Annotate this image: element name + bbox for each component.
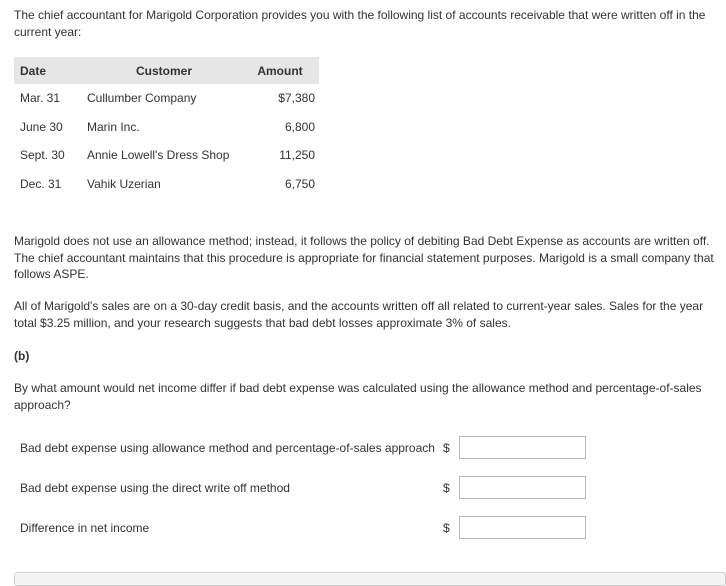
row-customer: Vahik Uzerian (87, 176, 161, 191)
row-amount: $7,380 (278, 91, 315, 106)
customer-header: Customer (87, 57, 241, 84)
net-income-difference-label: Difference in net income (20, 521, 150, 535)
row-date: Sept. 30 (20, 148, 65, 163)
allowance-expense-label: Bad debt expense using allowance method and percentage-of-sales approach (20, 441, 435, 455)
row-amount: 6,750 (284, 176, 315, 191)
row-amount: 6,800 (284, 119, 315, 134)
part-label: (b) (14, 349, 30, 363)
row-customer: Annie Lowell's Dress Shop (87, 148, 230, 163)
direct-writeoff-expense-label: Bad debt expense using the direct write off method (20, 481, 290, 495)
currency-symbol: $ (443, 441, 450, 455)
row-customer: Marin Inc. (87, 119, 140, 134)
row-date: Dec. 31 (20, 176, 62, 191)
row-amount: 11,250 (279, 148, 315, 163)
row-date: Mar. 31 (20, 91, 61, 106)
direct-writeoff-expense-input[interactable] (459, 476, 586, 499)
table-row (14, 141, 319, 170)
table-row (14, 113, 319, 142)
intro-text: The chief accountant for Marigold Corporation provides you with the following list of accounts receivable that were written off in the current year: (14, 8, 706, 39)
currency-symbol: $ (443, 521, 450, 535)
written-off-accounts-table (14, 57, 319, 198)
table-row (14, 170, 319, 199)
sales-info-paragraph: All of Marigold's sales are on a 30-day credit basis, and the accounts written off all related to current-year sales. Sales for the year total $3.25 million, and your research suggests that bad debt losses approximate 3% of sales. (14, 299, 704, 330)
amount-header: Amount (241, 57, 319, 84)
row-date: June 30 (20, 119, 63, 134)
question-text: By what amount would net income differ if bad debt expense was calculated using the allowance method and percentage-of-sales approach? (14, 381, 702, 412)
row-customer: Cullumber Company (87, 91, 197, 106)
allowance-expense-input[interactable] (459, 436, 586, 459)
table-row (14, 84, 319, 113)
net-income-difference-input[interactable] (459, 516, 586, 539)
date-header: Date (14, 57, 87, 84)
bottom-panel-edge (14, 572, 726, 586)
table-header-row (14, 57, 319, 84)
allowance-policy-paragraph: Marigold does not use an allowance method; instead, it follows the policy of debiting Bad Debt Expense as accounts are written off. The chief accountant maintains that this procedure is appropriate for financial statement purposes. Marigold is a small company that follows ASPE. (14, 234, 714, 281)
currency-symbol: $ (443, 481, 450, 495)
